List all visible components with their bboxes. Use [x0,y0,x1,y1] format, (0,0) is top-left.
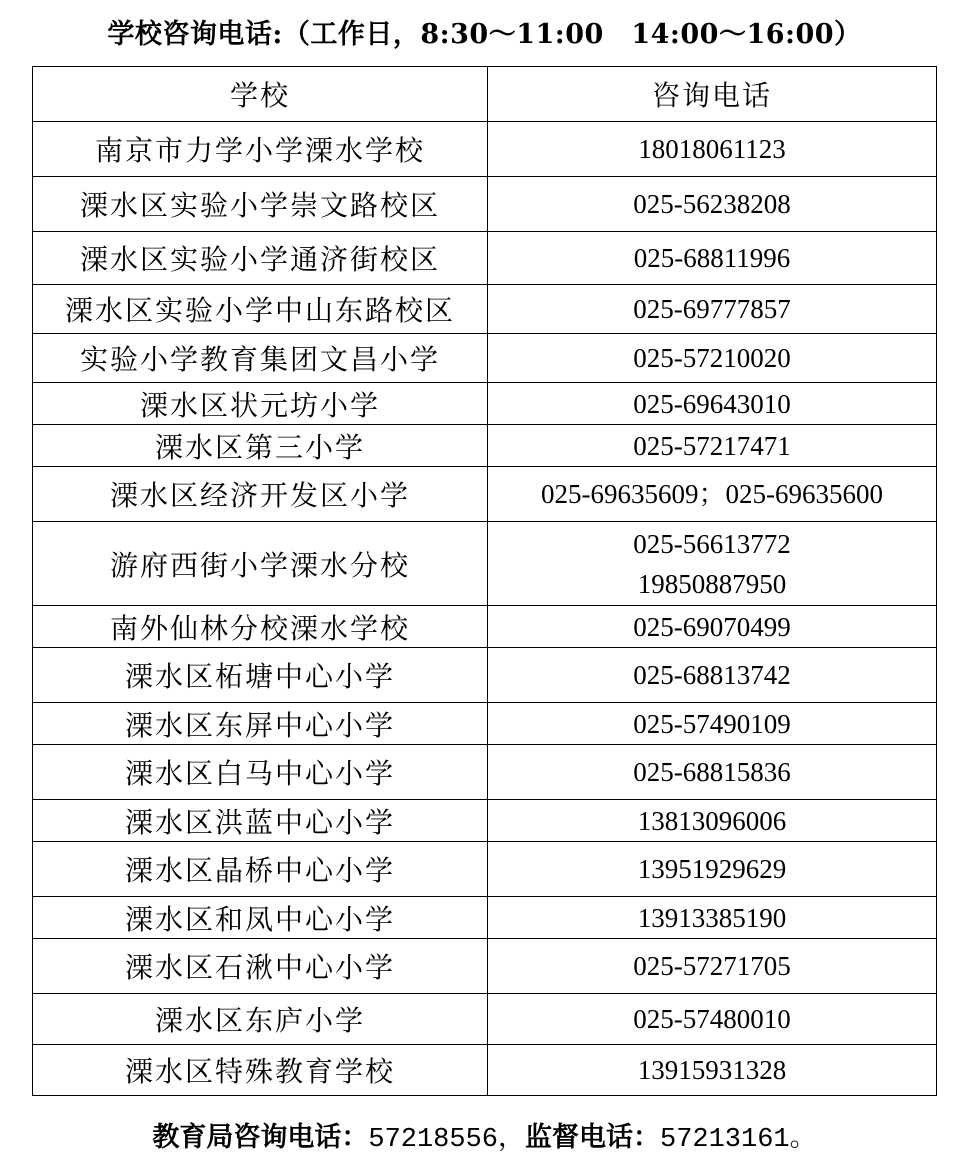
school-name: 溧水区状元坊小学 [33,383,488,425]
footer-note [0,1114,969,1162]
phone-cell [488,334,937,383]
phone-cell [488,648,937,703]
footer-separator: ， [498,1122,525,1153]
phone-cell [488,939,937,994]
phone-cell [488,285,937,334]
phone-number: 19850887950 [637,568,787,599]
header-phone: 咨询电话 [488,67,937,122]
school-name: 溧水区白马中心小学 [33,745,488,800]
table-row [33,285,937,334]
table-row [33,897,937,939]
page-title: 学校咨询电话:（工作日，8:30～11:00 14:00～16:00） [107,19,862,50]
school-name: 游府西街小学溧水分校 [33,522,488,606]
phone-number: 025-56613772 [633,528,791,559]
phone-cell [488,383,937,425]
phone-cell [488,606,937,648]
school-name: 溧水区和凤中心小学 [33,897,488,939]
table-row [33,1045,937,1096]
table-row [33,334,937,383]
school-name: 溧水区东屏中心小学 [33,703,488,745]
footer-phone-consult: 57218556 [368,1125,498,1155]
phone-cell [488,177,937,232]
table-body [33,122,937,1096]
table-row [33,745,937,800]
footer-label-supervise: 监督电话： [525,1122,660,1153]
phone-number: 025-68813742 [633,660,791,690]
phone-cell [488,232,937,285]
footer-label-consult: 教育局咨询电话： [152,1122,369,1153]
table-row [33,648,937,703]
phone-number: 025-69070499 [633,611,791,642]
footer-end: 。 [789,1122,817,1153]
phone-number: 025-56238208 [633,189,791,219]
phone-cell [488,703,937,745]
table-row [33,522,937,606]
phone-number: 025-68811996 [633,243,791,273]
table-row [33,703,937,745]
header-school: 学校 [33,67,488,122]
phone-number: 025-57271705 [633,951,791,981]
footer-phone-supervise: 57213161 [660,1125,790,1155]
phone-cell [488,745,937,800]
table-row [33,994,937,1045]
phone-number: 025-57210020 [633,343,791,373]
school-name: 实验小学教育集团文昌小学 [33,334,488,383]
phone-number: 025-57480010 [633,1004,791,1034]
table-row [33,383,937,425]
phone-number: 13913385190 [637,902,787,933]
phone-cell [488,800,937,842]
phone-number: 025-69635609；025-69635600 [541,479,883,509]
phone-cell [488,122,937,177]
table-row [33,232,937,285]
table-row [33,425,937,467]
school-name: 溧水区实验小学中山东路校区 [33,285,488,334]
phone-number: 13915931328 [637,1055,787,1085]
phone-number: 18018061123 [638,134,786,164]
phone-cell [488,994,937,1045]
table-row [33,177,937,232]
table-row [33,606,937,648]
phone-number: 025-57490109 [633,708,791,739]
phone-number: 025-68815836 [633,757,791,787]
table-row [33,467,937,522]
table-row [33,842,937,897]
school-name: 南京市力学小学溧水学校 [33,122,488,177]
school-name: 溧水区经济开发区小学 [33,467,488,522]
phone-cell [488,1045,937,1096]
phone-cell [488,522,937,606]
table-header-row [33,67,937,122]
school-name: 溧水区东庐小学 [33,994,488,1045]
contact-table [32,66,937,1096]
phone-number: 13951929629 [637,854,787,884]
school-name: 溧水区晶桥中心小学 [33,842,488,897]
phone-number: 025-69777857 [633,294,791,324]
phone-cell [488,897,937,939]
school-name: 溧水区特殊教育学校 [33,1045,488,1096]
school-name: 溧水区实验小学通济街校区 [33,232,488,285]
phone-number: 13813096006 [637,805,787,836]
table-row [33,122,937,177]
phone-number: 025-69643010 [633,388,791,419]
phone-number: 025-57217471 [633,430,791,461]
phone-cell [488,467,937,522]
table-row [33,939,937,994]
school-name: 溧水区柘塘中心小学 [33,648,488,703]
school-name: 南外仙林分校溧水学校 [33,606,488,648]
phone-cell [488,842,937,897]
school-name: 溧水区洪蓝中心小学 [33,800,488,842]
school-name: 溧水区石湫中心小学 [33,939,488,994]
school-name: 溧水区第三小学 [33,425,488,467]
phone-cell [488,425,937,467]
school-name: 溧水区实验小学崇文路校区 [33,177,488,232]
table-row [33,800,937,842]
